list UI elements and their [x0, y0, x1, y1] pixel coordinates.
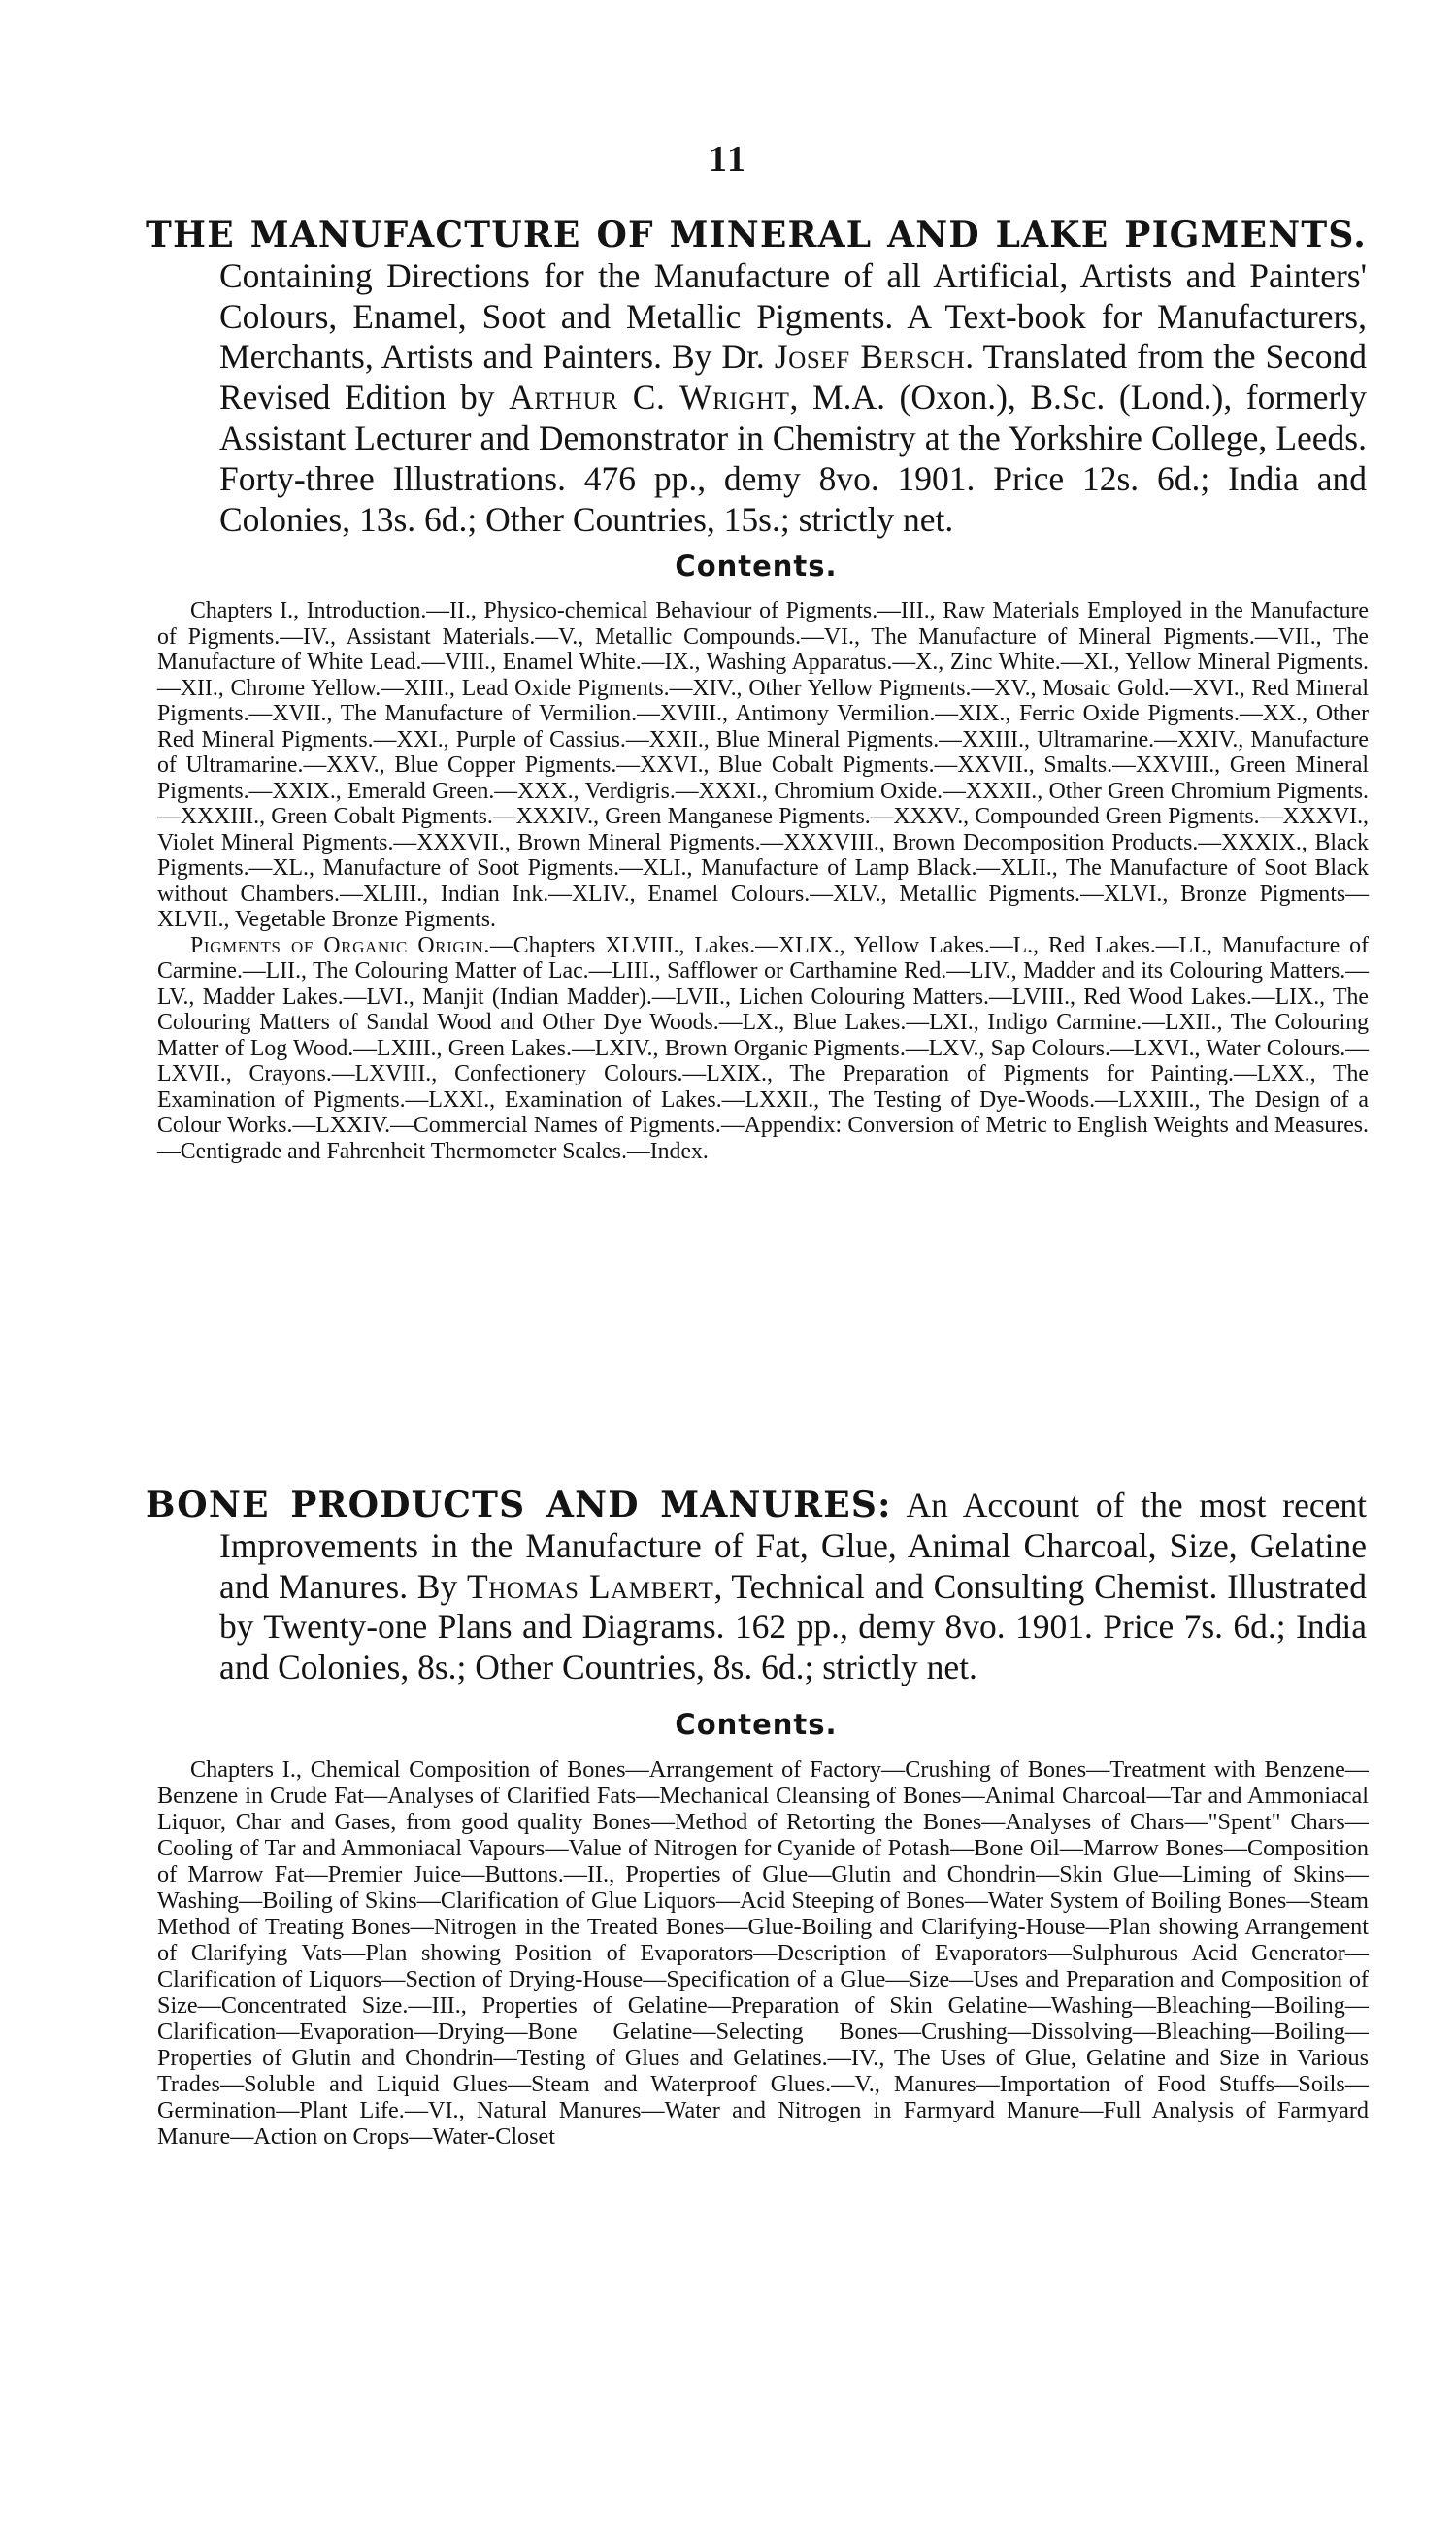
contents-list — [157, 1756, 1369, 2150]
translator-name: Arthur C. Wright — [509, 378, 790, 417]
contents-paragraph — [157, 933, 1369, 1165]
description-text: An Account of the most recent Improvements in the Manufacture of Fat, Glue, Animal Charcoal, Size, Gelatine and Manures. By — [219, 1486, 1367, 1606]
contents-heading: Contents. — [675, 550, 838, 584]
description-text: , Technical and Consulting Chemist. Illustrated by Twenty-one Plans and Diagrams. 162 pp., demy 8vo. 1901. Price 7s. 6d.; India and Colonies, 8s.; Other Countries, 8s. 6d.; strictly net. — [219, 1566, 1367, 1687]
contents-text: —Chapters XLVIII., Lakes.—XLIX., Yellow Lakes.—L., Red Lakes.—LI., Manufacture of Carmine.—LII., The Colouring Matter of Lac.—LIII., Safflower or Carthamine Red.—LIV., Madder and its Colouring Matters.—LV., Madder Lakes.—LVI., Manjit (Indian Madder).—LVII., Lichen Colouring Matters.—LVIII., Red Wood Lakes.—LIX., The Colouring Matters of Sandal Wood and Other Dye Woods.—LX., Blue Lakes.—LXI., Indigo Carmine.—LXII., The Colouring Matter of Log Wood.—LXIII., Green Lakes.—LXIV., Brown Organic Pigments.—LXV., Sap Colours.—LXVI., Water Colours.—LXVII., Crayons.—LXVIII., Confectionery Colours.—LXIX., The Preparation of Pigments for Painting.—LXX., The Examination of Pigments.—LXXI., Examination of Lakes.—LXXII., The Testing of Dye-Woods.—LXXIII., The Design of a Colour Works.—LXXIV.—Commercial Names of Pigments.—Appendix: Conversion of Metric to English Weights and Measures.—Centigrade and Fahrenheit Thermometer Scales.—Index. — [157, 932, 1369, 1164]
description-text: , M.A. (Oxon.), B.Sc. (Lond.), formerly Assistant Lecturer and Demonstrator in Chemistry at the Yorkshire College, Leeds. Forty-three Illustrations. 476 pp., demy 8vo. 1901. Price 12s. 6d.; India and Colonies, 13s. 6d.; Other Countries, 15s.; strictly net. — [219, 378, 1367, 539]
contents-heading: Contents. — [675, 1707, 838, 1741]
entry-description — [146, 216, 1367, 540]
entry-title: THE MANUFACTURE OF MINERAL AND LAKE PIGMENTS. — [146, 215, 1367, 255]
author-name: Josef Bersch — [774, 337, 966, 377]
author-name: Thomas Lambert — [466, 1566, 714, 1606]
contents-list — [157, 598, 1369, 1164]
page-number: 11 — [709, 139, 747, 180]
entry-title: BONE PRODUCTS AND MANURES: — [146, 1485, 892, 1525]
description-text: . Translated from the Second Revised Edition by — [219, 337, 1367, 417]
contents-paragraph: Chapters I., Introduction.—II., Physico-chemical Behaviour of Pigments.—III., Raw Materials Employed in the Manufacture of Pigments.—IV., Assistant Materials.—V., Metallic Compounds.—VI., The Manufacture of Mineral Pigments.—VII., The Manufacture of White Lead.—VIII., Enamel White.—IX., Washing Apparatus.—X., Zinc White.—XI., Yellow Mineral Pigments.—XII., Chrome Yellow.—XIII., Lead Oxide Pigments.—XIV., Other Yellow Pigments.—XV., Mosaic Gold.—XVI., Red Mineral Pigments.—XVII., The Manufacture of Vermilion.—XVIII., Antimony Vermilion.—XIX., Ferric Oxide Pigments.—XX., Other Red Mineral Pigments.—XXI., Purple of Cassius.—XXII., Blue Mineral Pigments.—XXIII., Ultramarine.—XXIV., Manufacture of Ultramarine.—XXV., Blue Copper Pigments.—XXVI., Blue Cobalt Pigments.—XXVII., Smalts.—XXVIII., Green Mineral Pigments.—XXIX., Emerald Green.—XXX., Verdigris.—XXXI., Chromium Oxide.—XXXII., Other Green Chromium Pigments.—XXXIII., Green Cobalt Pigments.—XXXIV., Green Manganese Pigments.—XXXV., Compounded Green Pigments.—XXXVI., Violet Mineral Pigments.—XXXVII., Brown Mineral Pigments.—XXXVIII., Brown Decomposition Products.—XXXIX., Black Pigments.—XL., Manufacture of Soot Pigments.—XLI., Manufacture of Lamp Black.—XLII., The Manufacture of Soot Black without Chambers.—XLIII., Indian Ink.—XLIV., Enamel Colours.—XLV., Metallic Pigments.—XLVI., Bronze Pigments—XLVII., Vegetable Bronze Pigments. — [157, 598, 1369, 933]
catalogue-entry-mineral-lake-pigments — [146, 216, 1367, 1164]
description-text: Containing Directions for the Manufacture of all Artificial, Artists and Painters' Colours, Enamel, Soot and Metallic Pigments. A Text-book for Manufacturers, Merchants, Artists and Painters. By Dr. — [219, 255, 1367, 377]
catalogue-entry-bone-products — [146, 1486, 1367, 2150]
entry-description — [146, 1486, 1367, 1688]
contents-paragraph: Chapters I., Chemical Composition of Bones—Arrangement of Factory—Crushing of Bones—Treatment with Benzene—Benzene in Crude Fat—Analyses of Clarified Fats—Mechanical Cleansing of Bones—Animal Charcoal—Tar and Ammoniacal Liquor, Char and Gases, from good quality Bones—Method of Retorting the Bones—Analyses of Chars—"Spent" Chars—Cooling of Tar and Ammoniacal Vapours—Value of Nitrogen for Cyanide of Potash—Bone Oil—Marrow Bones—Composition of Marrow Fat—Premier Juice—Buttons.—II., Properties of Glue—Glutin and Chondrin—Skin Glue—Liming of Skins—Washing—Boiling of Skins—Clarification of Glue Liquors—Acid Steeping of Bones—Water System of Boiling Bones—Steam Method of Treating Bones—Nitrogen in the Treated Bones—Glue-Boiling and Clarifying-House—Plan showing Arrangement of Clarifying Vats—Plan showing Position of Evaporators—Description of Evaporators—Sulphurous Acid Generator—Clarification of Liquors—Section of Drying-House—Specification of a Glue—Size—Uses and Preparation and Composition of Size—Concentrated Size.—III., Properties of Gelatine—Preparation of Skin Gelatine—Washing—Bleaching—Boiling—Clarification—Evaporation—Drying—Bone Gelatine—Selecting Bones—Crushing—Dissolving—Bleaching—Boiling—Properties of Glutin and Chondrin—Testing of Glues and Gelatines.—IV., The Uses of Glue, Gelatine and Size in Various Trades—Soluble and Liquid Glues—Steam and Waterproof Glues.—V., Manures—Importation of Food Stuffs—Soils—Germination—Plant Life.—VI., Natural Manures—Water and Nitrogen in Farmyard Manure—Full Analysis of Farmyard Manure—Action on Crops—Water-Closet — [157, 1755, 1369, 2150]
section-heading: Pigments of Organic Origin. — [190, 932, 490, 958]
